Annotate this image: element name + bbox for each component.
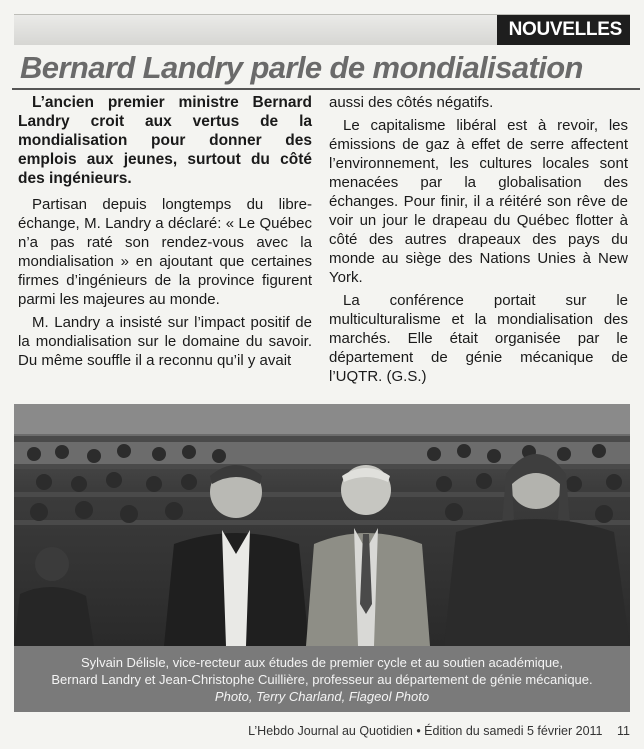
article-column-right: [329, 93, 628, 386]
photo-caption: [14, 646, 630, 712]
page-footer: [14, 724, 630, 742]
section-header-bar: [14, 14, 630, 45]
article-paragraph: M. Landry a insisté sur l’impact positif de la mondialisation sur le domaine du savoir. Du même souffle il a reconnu qu’il y avait: [18, 314, 312, 369]
article-paragraph: Partisan depuis longtemps du libre-échange, M. Landry a déclaré: « Le Québec n’a pas raté son rendez-vous avec la mondialisation » en ajoutant que certaines firmes d’ingénieurs de la province figurent parmi les majeures au monde.: [18, 196, 312, 308]
article-paragraph: La conférence portait sur le multiculturalisme et la mondialisation des marchés. Elle était organisée par le département de génie mécanique de l’UQTR. (G.S.): [329, 292, 628, 385]
article-photo: [14, 404, 630, 646]
article-paragraph: aussi des côtés négatifs.: [329, 94, 494, 111]
article-headline: Bernard Landry parle de mondialisation: [12, 48, 640, 90]
article-lead: L’ancien premier ministre Bernard Landry croit aux vertus de la mondialisation pour donner des emplois aux jeunes, surtout du côté des ingénieurs.: [18, 94, 312, 187]
publication-info: L’Hebdo Journal au Quotidien • Édition du samedi 5 février 2011: [248, 724, 603, 738]
photo-illustration: [14, 404, 630, 646]
article-column-left: [18, 93, 312, 370]
article-paragraph: Le capitalisme libéral est à revoir, les émissions de gaz à effet de serre affectent l’environnement, les cultures locales sont menacées par la globalisation des échanges. Pour finir, il a réitéré son rêve de voir un jour le drapeau du Québec flotter à côté des autres drapeaux des pays du monde au siège des Nations Unies à New York.: [329, 117, 628, 286]
caption-line: Bernard Landry et Jean-Christophe Cuillière, professeur au département de génie mécanique.: [51, 672, 593, 687]
section-tag: NOUVELLES: [497, 15, 630, 45]
page-number: 11: [617, 724, 630, 738]
photo-credit: Photo, Terry Charland, Flageol Photo: [214, 689, 430, 704]
caption-line: Sylvain Délisle, vice-recteur aux études de premier cycle et au soutien académique,: [81, 655, 563, 670]
